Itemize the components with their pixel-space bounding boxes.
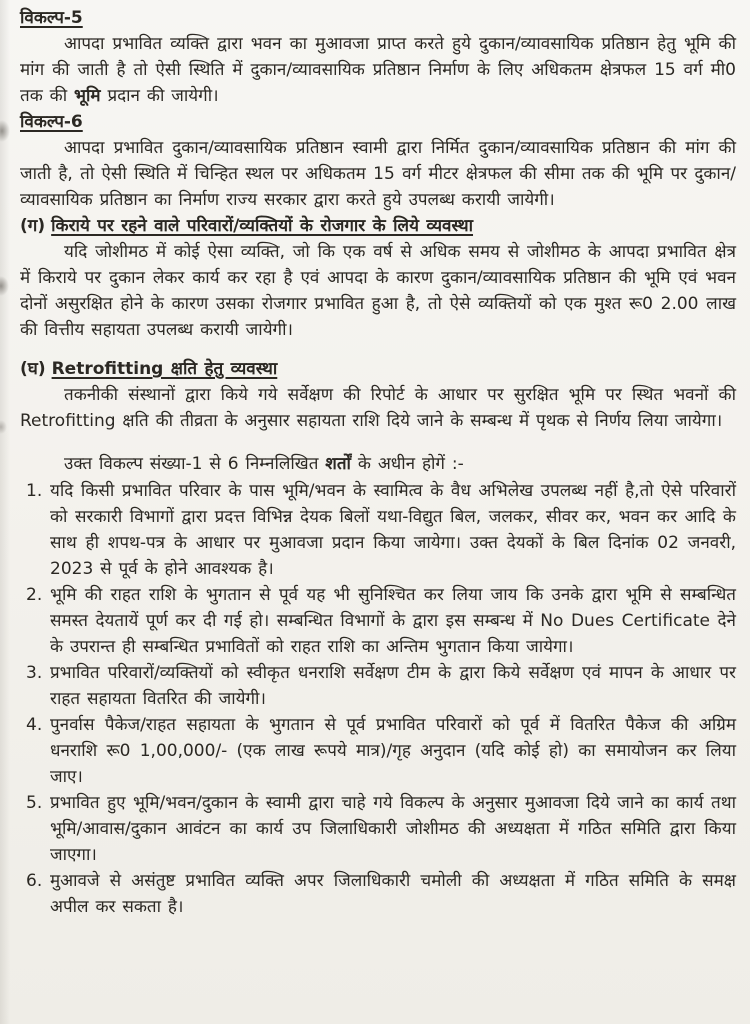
condition-item-2 (20, 582, 736, 660)
section-gha-title: Retrofitting क्षति हेतु व्यवस्था (51, 359, 278, 379)
item-text: मुआवजे से असंतुष्ट प्रभावित व्यक्ति अपर जिलाधिकारी चमोली की अध्यक्षता में गठित समिति के समक्ष अपील कर सकता है। (50, 871, 736, 917)
item-text: प्रभावित परिवारों/व्यक्तियों को स्वीकृत धनराशि सर्वेक्षण टीम के द्वारा किये सर्वेक्षण एवं मापन के आधार पर राहत सहायता वितरित की जायेगी। (50, 663, 736, 709)
section-gha-marker: (घ) (20, 359, 46, 379)
section-gap (20, 434, 736, 451)
section-gha-heading (20, 356, 736, 382)
item-text: भूमि की राहत राशि के भुगतान से पूर्व यह भी सुनिश्चित कर लिया जाय कि उनके द्वारा भूमि से सम्बन्धित समस्त देयतायें पूर्ण कर दी गई हो। सम्बन्धित विभागों के द्वारा इस सम्बन्ध में No Dues Certificate देने के उपरान्त ही सम्बन्धित प्रभावितों को राहत राशि का अन्तिम भुगतान किया जायेगा। (50, 585, 736, 657)
paragraph-text-segment: प्रदान की जायेगी। (100, 86, 219, 106)
item-number: 4. (26, 715, 43, 735)
item-number: 1. (26, 481, 43, 501)
condition-item-5 (20, 790, 736, 868)
section-ga-paragraph: यदि जोशीमठ में कोई ऐसा व्यक्ति, जो कि एक वर्ष से अधिक समय से जोशीमठ के आपदा प्रभावित क्षेत्र में किराये पर दुकान लेकर कार्य कर रहा है एवं आपदा के कारण दुकान/व्यावसायिक प्रतिष्ठान की भूमि एवं भवन दोनों असुरक्षित होने के कारण उसका रोजगार प्रभावित हुआ है, तो ऐसे व्यक्तियों को एक मुश्त रू0 2.00 लाख की वित्तीय सहायता उपलब्ध करायी जायेगी। (20, 242, 736, 340)
item-number: 5. (26, 793, 43, 813)
item-text: यदि किसी प्रभावित परिवार के पास भूमि/भवन के स्वामित्व के वैध अभिलेख उपलब्ध नहीं है,तो ऐसे परिवारों को सरकारी विभागों द्वारा प्रदत्त विभिन्न देयक बिलों यथा-विद्युत बिल, जलकर, सीवर कर, भवन कर आदि के साथ ही शपथ-पत्र के आधार पर मुआवजा प्रदान किया जायेगा। उक्त देयकों के बिल दिनांक 02 जनवरी, 2023 से पूर्व के होने आवश्यक है। (50, 481, 736, 579)
item-number: 3. (26, 663, 43, 683)
option6-paragraph: आपदा प्रभावित दुकान/व्यावसायिक प्रतिष्ठान स्वामी द्वारा निर्मित दुकान/व्यावसायिक प्रतिष्ठान की मांग की जाती है, तो ऐसी स्थिति में चिन्हित स्थल पर अधिकतम 15 वर्ग मीटर क्षेत्रफल की सीमा तक की भूमि पर दुकान/व्यावसायिक प्रतिष्ठान का निर्माण राज्य सरकार द्वारा करते हुये उपलब्ध करायी जायेगी। (20, 138, 736, 210)
bold-word: शर्तों (325, 454, 351, 474)
condition-item-6 (20, 868, 736, 920)
item-text: पुनर्वास पैकेज/राहत सहायता के भुगतान से पूर्व प्रभावित परिवारों को पूर्व में वितरित पैकेज की अग्रिम धनराशि रू0 1,00,000/- (एक लाख रूपये मात्र)/गृह अनुदान (यदि कोई हो) का समायोजन कर लिया जाए। (50, 715, 736, 787)
option5-paragraph (20, 31, 736, 109)
intro-text-segment: के अधीन होगें :- (350, 454, 464, 474)
option6-heading: विकल्प-6 (20, 112, 83, 132)
condition-item-1 (20, 478, 736, 582)
item-number: 2. (26, 585, 43, 605)
bold-word: भूमि (74, 86, 101, 106)
paragraph-text-segment: आपदा प्रभावित व्यक्ति द्वारा भवन का मुआवजा प्राप्त करते हुये दुकान/व्यावसायिक प्रतिष्ठान हेतु भूमि की मांग की जाती है तो ऐसी स्थिति में दुकान/व्यावसायिक प्रतिष्ठान निर्माण के लिए अधिकतम क्षेत्रफल 15 वर्ग मी0 तक की (20, 34, 736, 106)
conditions-intro (20, 451, 736, 477)
option5-heading: विकल्प-5 (20, 8, 83, 28)
section-gap (20, 343, 736, 356)
intro-text-segment: उक्त विकल्प संख्या-1 से 6 निम्नलिखित (64, 454, 326, 474)
item-text: प्रभावित हुए भूमि/भवन/दुकान के स्वामी द्वारा चाहे गये विकल्प के अनुसार मुआवजा दिये जाने का कार्य तथा भूमि/आवास/दुकान आवंटन का कार्य उप जिलाधिकारी जोशीमठ की अध्यक्षता में गठित समिति द्वारा किया जाएगा। (50, 793, 736, 865)
section-ga-title: किराये पर रहने वाले परिवारों/व्यक्तियों के रोजगार के लिये व्यवस्था (51, 216, 474, 236)
section-ga-heading (20, 213, 736, 239)
item-number: 6. (26, 871, 43, 891)
condition-item-4 (20, 712, 736, 790)
section-gha-paragraph: तकनीकी संस्थानों द्वारा किये गये सर्वेक्षण की रिपोर्ट के आधार पर सुरक्षित भूमि पर स्थित भवनों की Retrofitting क्षति की तीव्रता के अनुसार सहायता राशि दिये जाने के सम्बन्ध में पृथक से निर्णय लिया जायेगा। (20, 385, 736, 431)
section-ga-marker: (ग) (20, 216, 46, 236)
condition-item-3 (20, 660, 736, 712)
conditions-list (20, 478, 736, 920)
